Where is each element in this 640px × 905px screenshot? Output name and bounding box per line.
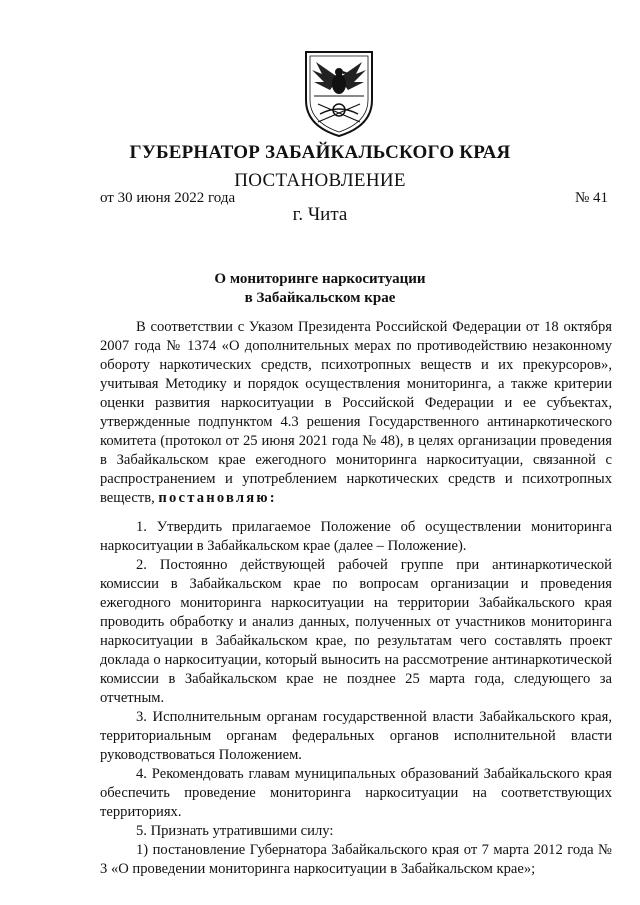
coat-of-arms-emblem bbox=[300, 48, 378, 138]
item-1: 1. Утвердить прилагаемое Положение об осуществлении мониторинга наркоситуации в Забайкальском крае (далее – Положение). bbox=[100, 519, 612, 554]
preamble-text: В соответствии с Указом Президента Российской Федерации от 18 октября 2007 года № 1374 «О дополнительных мерах по противодействию незаконному обороту наркотических средств, психотропных веществ и их прекурсоров», учитывая Методику и порядок осуществления мониторинга, а также критерии оценки развития наркоситуации в Российской Федерации и ее субъектах, утвержденные подпунктом 4.3 решения Государственного антинаркотического комитета (протокол от 25 июня 2021 года № 48), в целях организации проведения в Забайкальском крае ежегодного мониторинга наркоситуации, связанной с распространением и употреблением наркотических средств и психотропных веществ, bbox=[100, 319, 612, 506]
item-2: 2. Постоянно действующей рабочей группе при антинаркотической комиссии в Забайкальском крае по вопросам организации и проведения ежегодного мониторинга наркоситуации на территории Забайкальского края проводить обработку и анализ данных, полученных от участников мониторинга наркоситуации в Забайкальском крае, по результатам чего составлять проект доклада о наркоситуации, который выносить на рассмотрение антинаркотической комиссии в Забайкальском крае не позднее 25 марта года, следующего за отчетным. bbox=[100, 557, 612, 706]
document-title bbox=[0, 270, 640, 308]
item-4: 4. Рекомендовать главам муниципальных образований Забайкальского края обеспечить проведение мониторинга наркоситуации на соответствующих территориях. bbox=[100, 766, 612, 820]
item-5-subitem-1: 1) постановление Губернатора Забайкальского края от 7 марта 2012 года № 3 «О проведении мониторинга наркоситуации в Забайкальском крае»; bbox=[100, 842, 612, 877]
document-date: от 30 июня 2022 года bbox=[100, 190, 236, 206]
decree-word: постановляю: bbox=[158, 490, 277, 506]
title-line-2: в Забайкальском крае bbox=[244, 290, 396, 306]
document-city: г. Чита bbox=[292, 204, 348, 225]
item-5: 5. Признать утратившими силу: bbox=[136, 823, 334, 839]
document-body bbox=[100, 318, 612, 879]
authority-title: ГУБЕРНАТОР ЗАБАЙКАЛЬСКОГО КРАЯ bbox=[129, 142, 511, 163]
emblem-icon bbox=[300, 48, 378, 138]
item-3: 3. Исполнительным органам государственной власти Забайкальского края, территориальным органам федеральных органов исполнительной власти руководствоваться Положением. bbox=[100, 709, 612, 763]
document-number: № 41 bbox=[574, 190, 608, 206]
preamble-paragraph bbox=[100, 318, 612, 508]
title-line-1: О мониторинге наркоситуации bbox=[214, 271, 426, 287]
document-type: ПОСТАНОВЛЕНИЕ bbox=[234, 170, 406, 191]
